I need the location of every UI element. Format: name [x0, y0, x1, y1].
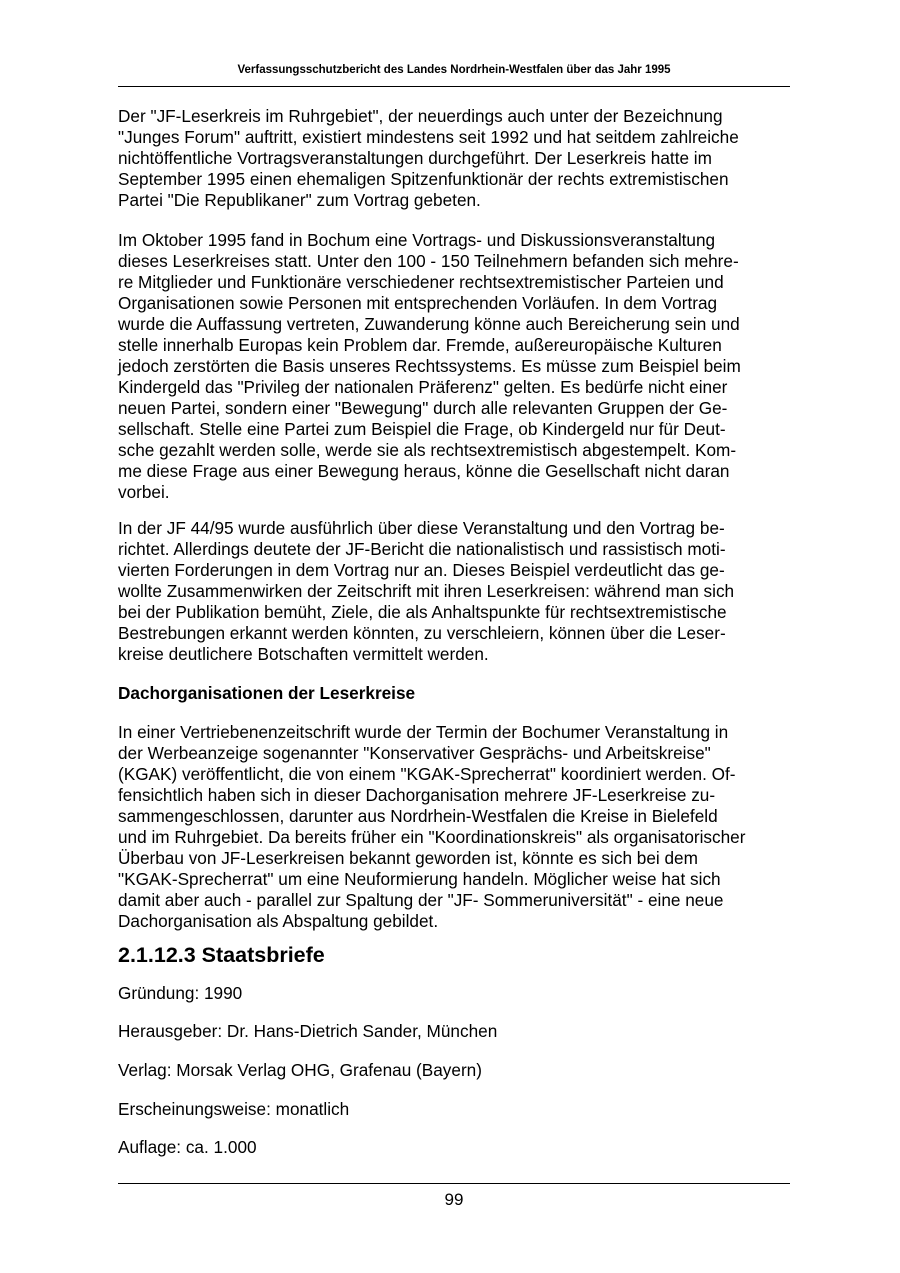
field-erscheinungsweise: Erscheinungsweise: monatlich: [118, 1099, 350, 1119]
field-herausgeber: Herausgeber: Dr. Hans-Dietrich Sander, München: [118, 1021, 498, 1041]
paragraph-jf-report: In der JF 44/95 wurde ausführlich über diese Veranstaltung und den Vortrag be- richtet. Allerdings deutete der JF-Bericht die nationalistisch und rassistisch moti- vierten Forderungen in dem Vortrag nur an. Dieses Beispiel verdeutlicht das ge- wollte Zusammenwirken der Zeitschrift mit ihren Leserkreisen: während man sich bei der Publikation bemüht, Ziele, die als Anhaltspunkte für rechtsextremistische Bestrebungen erkannt werden könnten, zu verschleiern, können über die Leser- kreise deutlichere Botschaften vermittelt werden.: [118, 518, 735, 664]
subheading-dachorganisationen: Dachorganisationen der Leserkreise: [118, 683, 416, 703]
field-verlag: Verlag: Morsak Verlag OHG, Grafenau (Bayern): [118, 1060, 482, 1080]
footer-divider: [118, 1183, 790, 1184]
page-number: 99: [444, 1190, 464, 1209]
header-divider: [118, 86, 790, 87]
running-header: Verfassungsschutzbericht des Landes Nordrhein-Westfalen über das Jahr 1995: [237, 64, 671, 76]
field-gruendung: Gründung: 1990: [118, 983, 243, 1003]
paragraph-bochum-event: Im Oktober 1995 fand in Bochum eine Vortrags- und Diskussionsveranstaltung dieses Leserkreises statt. Unter den 100 - 150 Teilnehmern befanden sich mehre- re Mitglieder und Funktionäre verschiedener rechtsextremistischer Parteien und Organisationen sowie Personen mit entsprechenden Vorläufen. In dem Vortrag wurde die Auffassung vertreten, Zuwanderung könne auch Bereicherung sein und stelle innerhalb Europas kein Problem dar. Fremde, außereuropäische Kulturen jedoch zerstörten die Basis unseres Rechtssystems. Es müsse zum Beispiel beim Kindergeld das "Privileg der nationalen Präferenz" gelten. Es bedürfe nicht einer neuen Partei, sondern einer "Bewegung" durch alle relevanten Gruppen der Ge- sellschaft. Stelle eine Partei zum Beispiel die Frage, ob Kindergeld nur für Deut- sche gezahlt werden solle, werde sie als rechtsextremistisch abgestempelt. Kom- me diese Frage aus einer Bewegung heraus, könne die Gesellschaft nicht daran vorbei.: [118, 230, 741, 502]
paragraph-jf-leserkreis: Der "JF-Leserkreis im Ruhrgebiet", der neuerdings auch unter der Bezeichnung "Junges Forum" auftritt, existiert mindestens seit 1992 und hat seitdem zahlreiche nichtöffentliche Vortragsveranstaltungen durchgeführt. Der Leserkreis hatte im September 1995 einen ehemaligen Spitzenfunktionär der rechts extremistischen Partei "Die Republikaner" zum Vortrag gebeten.: [118, 106, 739, 210]
field-auflage: Auflage: ca. 1.000: [118, 1137, 257, 1157]
paragraph-kgak: In einer Vertriebenenzeitschrift wurde der Termin der Bochumer Veranstaltung in der Werbeanzeige sogenannter "Konservativer Gesprächs- und Arbeitskreise" (KGAK) veröffentlicht, die von einem "KGAK-Sprecherrat" koordiniert werden. Of- fensichtlich haben sich in dieser Dachorganisation mehrere JF-Leserkreise zu- sammengeschlossen, darunter aus Nordrhein-Westfalen die Kreise in Bielefeld und im Ruhrgebiet. Da bereits früher ein "Koordinationskreis" als organisatorischer Überbau von JF-Leserkreisen bekannt geworden ist, könnte es sich bei dem "KGAK-Sprecherrat" um eine Neuformierung handeln. Möglicher weise hat sich damit aber auch - parallel zur Spaltung der "JF- Sommeruniversität" - eine neue Dachorganisation als Abspaltung gebildet.: [118, 722, 746, 931]
section-heading-staatsbriefe: 2.1.12.3 Staatsbriefe: [118, 943, 325, 967]
